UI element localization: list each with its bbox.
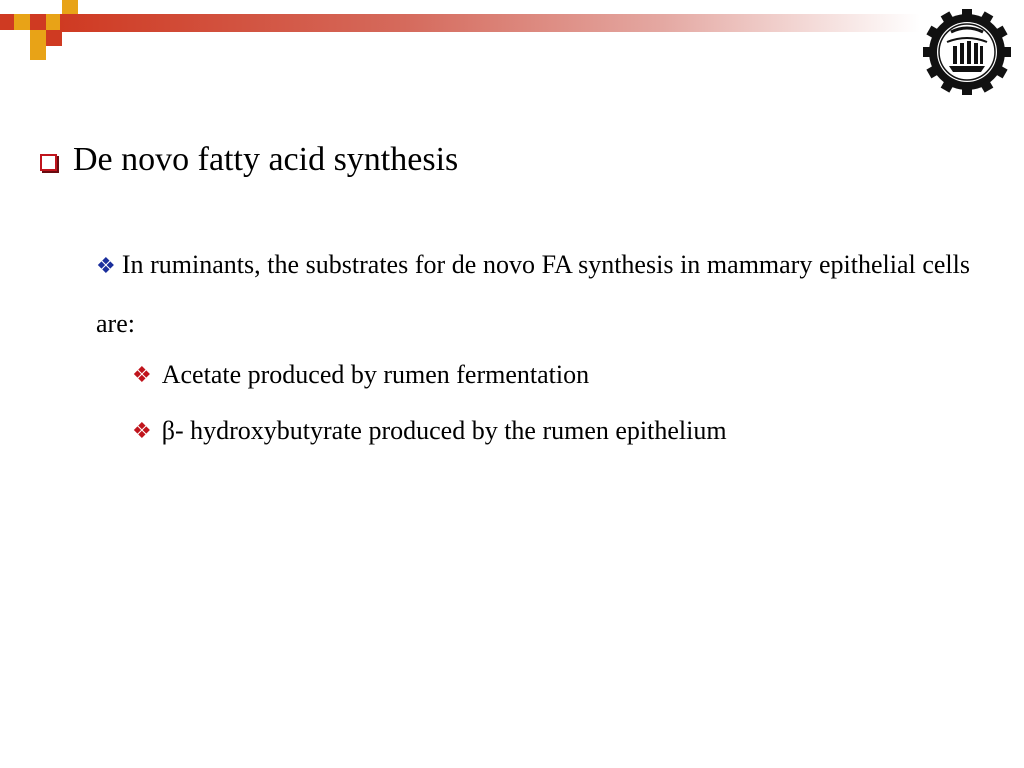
header-square: [62, 0, 78, 14]
sub-item-text: Acetate produced by rumen fermentation: [161, 360, 590, 389]
university-logo: [921, 9, 1013, 95]
university-gear-seal-icon: [921, 9, 1013, 95]
diamond-bullet-icon: ❖: [132, 418, 152, 443]
diamond-bullet-icon: ❖: [96, 253, 116, 278]
diamond-bullet-icon: ❖: [132, 362, 152, 387]
header-square: [30, 46, 46, 60]
header-square: [0, 14, 14, 30]
header-square: [30, 14, 46, 30]
heading-item: [40, 141, 458, 179]
header-gradient-bar: [60, 14, 920, 32]
header-square: [14, 14, 30, 30]
paragraph-item: [96, 236, 970, 353]
paragraph-text: In ruminants, the substrates for de novo FA synthesis in mammary epithelial cells are:: [96, 250, 970, 338]
header-square: [30, 30, 46, 46]
header-square: [46, 30, 62, 46]
sub-item-text: β- hydroxybutyrate produced by the rumen epithelium: [161, 416, 727, 445]
slide-heading: De novo fatty acid synthesis: [73, 141, 459, 178]
sub-item: [132, 416, 727, 446]
square-bullet-icon: [40, 154, 57, 171]
sub-item: [132, 360, 589, 390]
